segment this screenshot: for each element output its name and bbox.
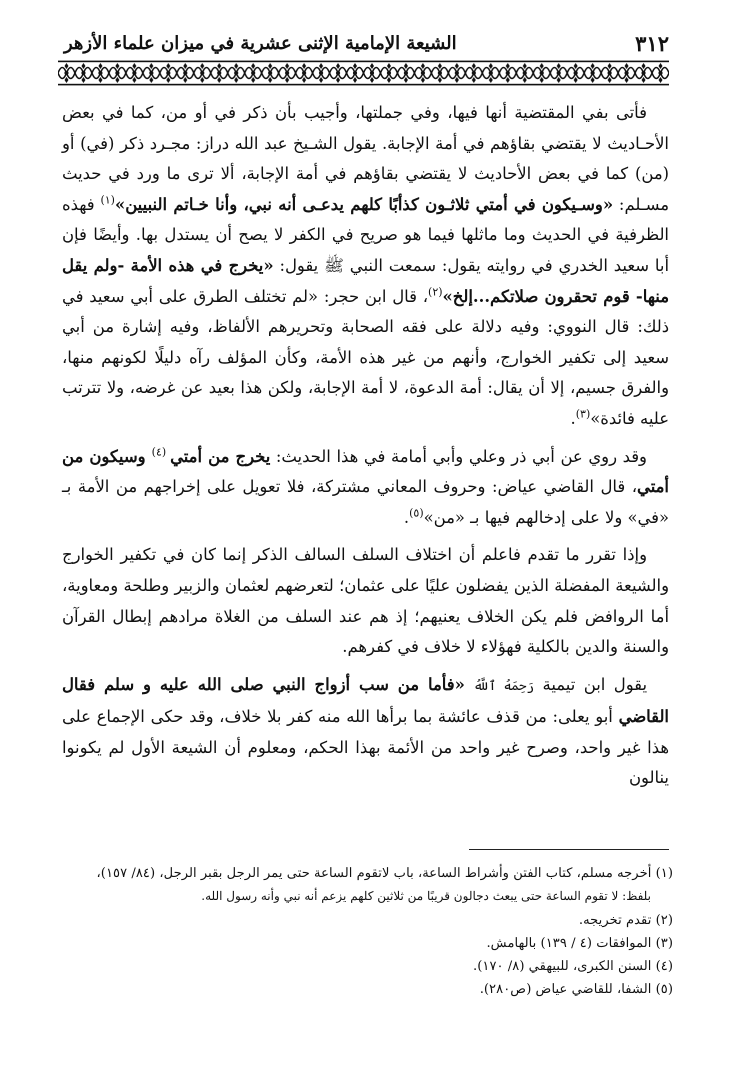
footnote: (٢) تقدم تخريجه. bbox=[578, 912, 673, 928]
ornament-band bbox=[58, 60, 669, 86]
footnote-reference: (٥) bbox=[409, 506, 424, 520]
footnote-reference: (٢) bbox=[428, 285, 443, 299]
text-run: ، قال القاضي عياض: وحروف المعاني مشتركة، فلا تعويل على إخراجهم من الأمة بـ «في» ولا على إدخالهم فيها بـ «من» bbox=[62, 477, 669, 527]
running-title: الشيعة الإمامية الإثنى عشرية في ميزان علماء الأزهر bbox=[64, 33, 457, 54]
footnote: (٣) الموافقات (٤ / ١٣٩) بالهامش. bbox=[486, 935, 673, 951]
quoted-text: «فأما من سب أزواج النبي صلى الله عليه و سلم فقال القاضي bbox=[62, 674, 669, 727]
footnote-separator bbox=[469, 849, 669, 850]
body-paragraph bbox=[62, 670, 669, 794]
footnote-reference: (٣) bbox=[575, 407, 591, 421]
page-header bbox=[58, 30, 669, 58]
text-run: فهذه الظرفية في الحديث وما ماثلها فيما هو صريح في الكفر لا يصح أن يستدل بها. وأيضًا فإن أبا سعيد الخدري في روايته يقول: سمعت النبي ﷺ يقول: bbox=[62, 194, 669, 275]
text-run: . bbox=[403, 507, 410, 527]
text-run: وإذا تقرر ما تقدم فاعلم أن اختلاف السلف السالف الذكر إنما كان في تكفير الخوارج والشيعة المفضلة الذين يفضلون عليًا على عثمان؛ لتعرضهم لعثمان والزبير وطلحة ومعاوية، أما الروافض فلم يكن الخلاف يعنيهم؛ إذ هم عند السلف من الغلاة مرادهم إبطال القرآن والسنة والدين بالكلية فهؤلاء لا خلاف في كفرهم. bbox=[62, 545, 669, 657]
text-run: ، قال ابن حجر: «لم تختلف الطرق على أبي سعيد في ذلك: قال النووي: وفيه دلالة على فقه الصحابة وتحريرهم الألفاظ، وفيه إشارة من أبي سعيد إلى تكفير الخوارج، وأنهم من غير هذه الأمة، وكأن المؤلف رآه دليلًا لكونهم منها، والفرق جسيم، إلا أن يقال: أمة الدعوة، لا أمة الإجابة، ولكن هذا بعيد عن غرضه، ولا تترتب عليه فائدة» bbox=[62, 286, 669, 428]
footnote-continuation: بلفظ: لا تقوم الساعة حتى يبعث دجالون قريبًا من ثلاثين كلهم يزعم أنه نبي وأنه رسول الله. bbox=[201, 889, 651, 904]
quoted-text: «وسـيكون في أمتي ثلاثـون كذأبًا كلهم يدعـى أنه نبي، وأنا خـاتم النبيين» bbox=[114, 194, 614, 214]
quoted-text: وسيكون من أمتي bbox=[62, 446, 669, 497]
footnote-reference: (٤) bbox=[151, 445, 171, 459]
header-ornament bbox=[58, 60, 669, 86]
text-run: فأتى بفي المقتضية أنها فيها، وفي جملتها، وأجيب بأن ذكر في أو من، كما في بعض الأحـاديث لا يقتضي بقاؤهم في أمة الإجابة. يقول الشـيخ عبد الله دراز: مجـرد ذكر (في) أو (من) كما في بعض الأحاديث لا يقتضي بقاؤهم في أمة الإجابة، ألا ترى ما ورد في حديث مسـلم: bbox=[62, 103, 669, 214]
body-paragraph bbox=[62, 98, 669, 435]
footnote: (٥) الشفا، للقاضي عياض (ص٢٨٠). bbox=[479, 982, 673, 998]
footnote: (٤) السنن الكبرى، للبيهقي (٨/ ١٧٠). bbox=[473, 959, 673, 975]
body-paragraph bbox=[62, 540, 669, 662]
footnotes bbox=[62, 862, 673, 1002]
footnote: (١) أخرجه مسلم، كتاب الفتن وأشراط الساعة، باب لاتقوم الساعة حتى يمر الرجل بقبر الرجل، (٨٤/ ١٥٧)، bbox=[96, 866, 673, 881]
text-run: وقد روي عن أبي ذر وعلي وأبي أمامة في هذا الحديث: bbox=[270, 446, 647, 466]
footnote-reference: (١) bbox=[100, 193, 115, 207]
body-paragraph bbox=[62, 442, 669, 534]
quoted-text: يخرج من أمتي bbox=[170, 446, 271, 466]
page-number: ٣١٢ bbox=[635, 31, 669, 56]
body-text bbox=[62, 98, 669, 794]
text-run: يقول ابن تيمية bbox=[534, 674, 648, 694]
quoted-text: «يخرج في هذه الأمة -ولم يقل منها- قوم تحقرون صلاتكم...إلخ» bbox=[62, 255, 669, 306]
text-run: أبو يعلى: من قذف عائشة بما برأها الله منه كفر بلا خلاف، وقد حكى الإجماع على هذا غير واحد، وصرح غير واحد من الأئمة بهذا الحكم، ومعلوم أن الشيعة الأول لم يكونوا ينالون bbox=[62, 707, 669, 788]
honorific-phrase: رَحِمَهُ ٱللَّهُ bbox=[473, 678, 535, 694]
text-run: . bbox=[570, 408, 576, 428]
